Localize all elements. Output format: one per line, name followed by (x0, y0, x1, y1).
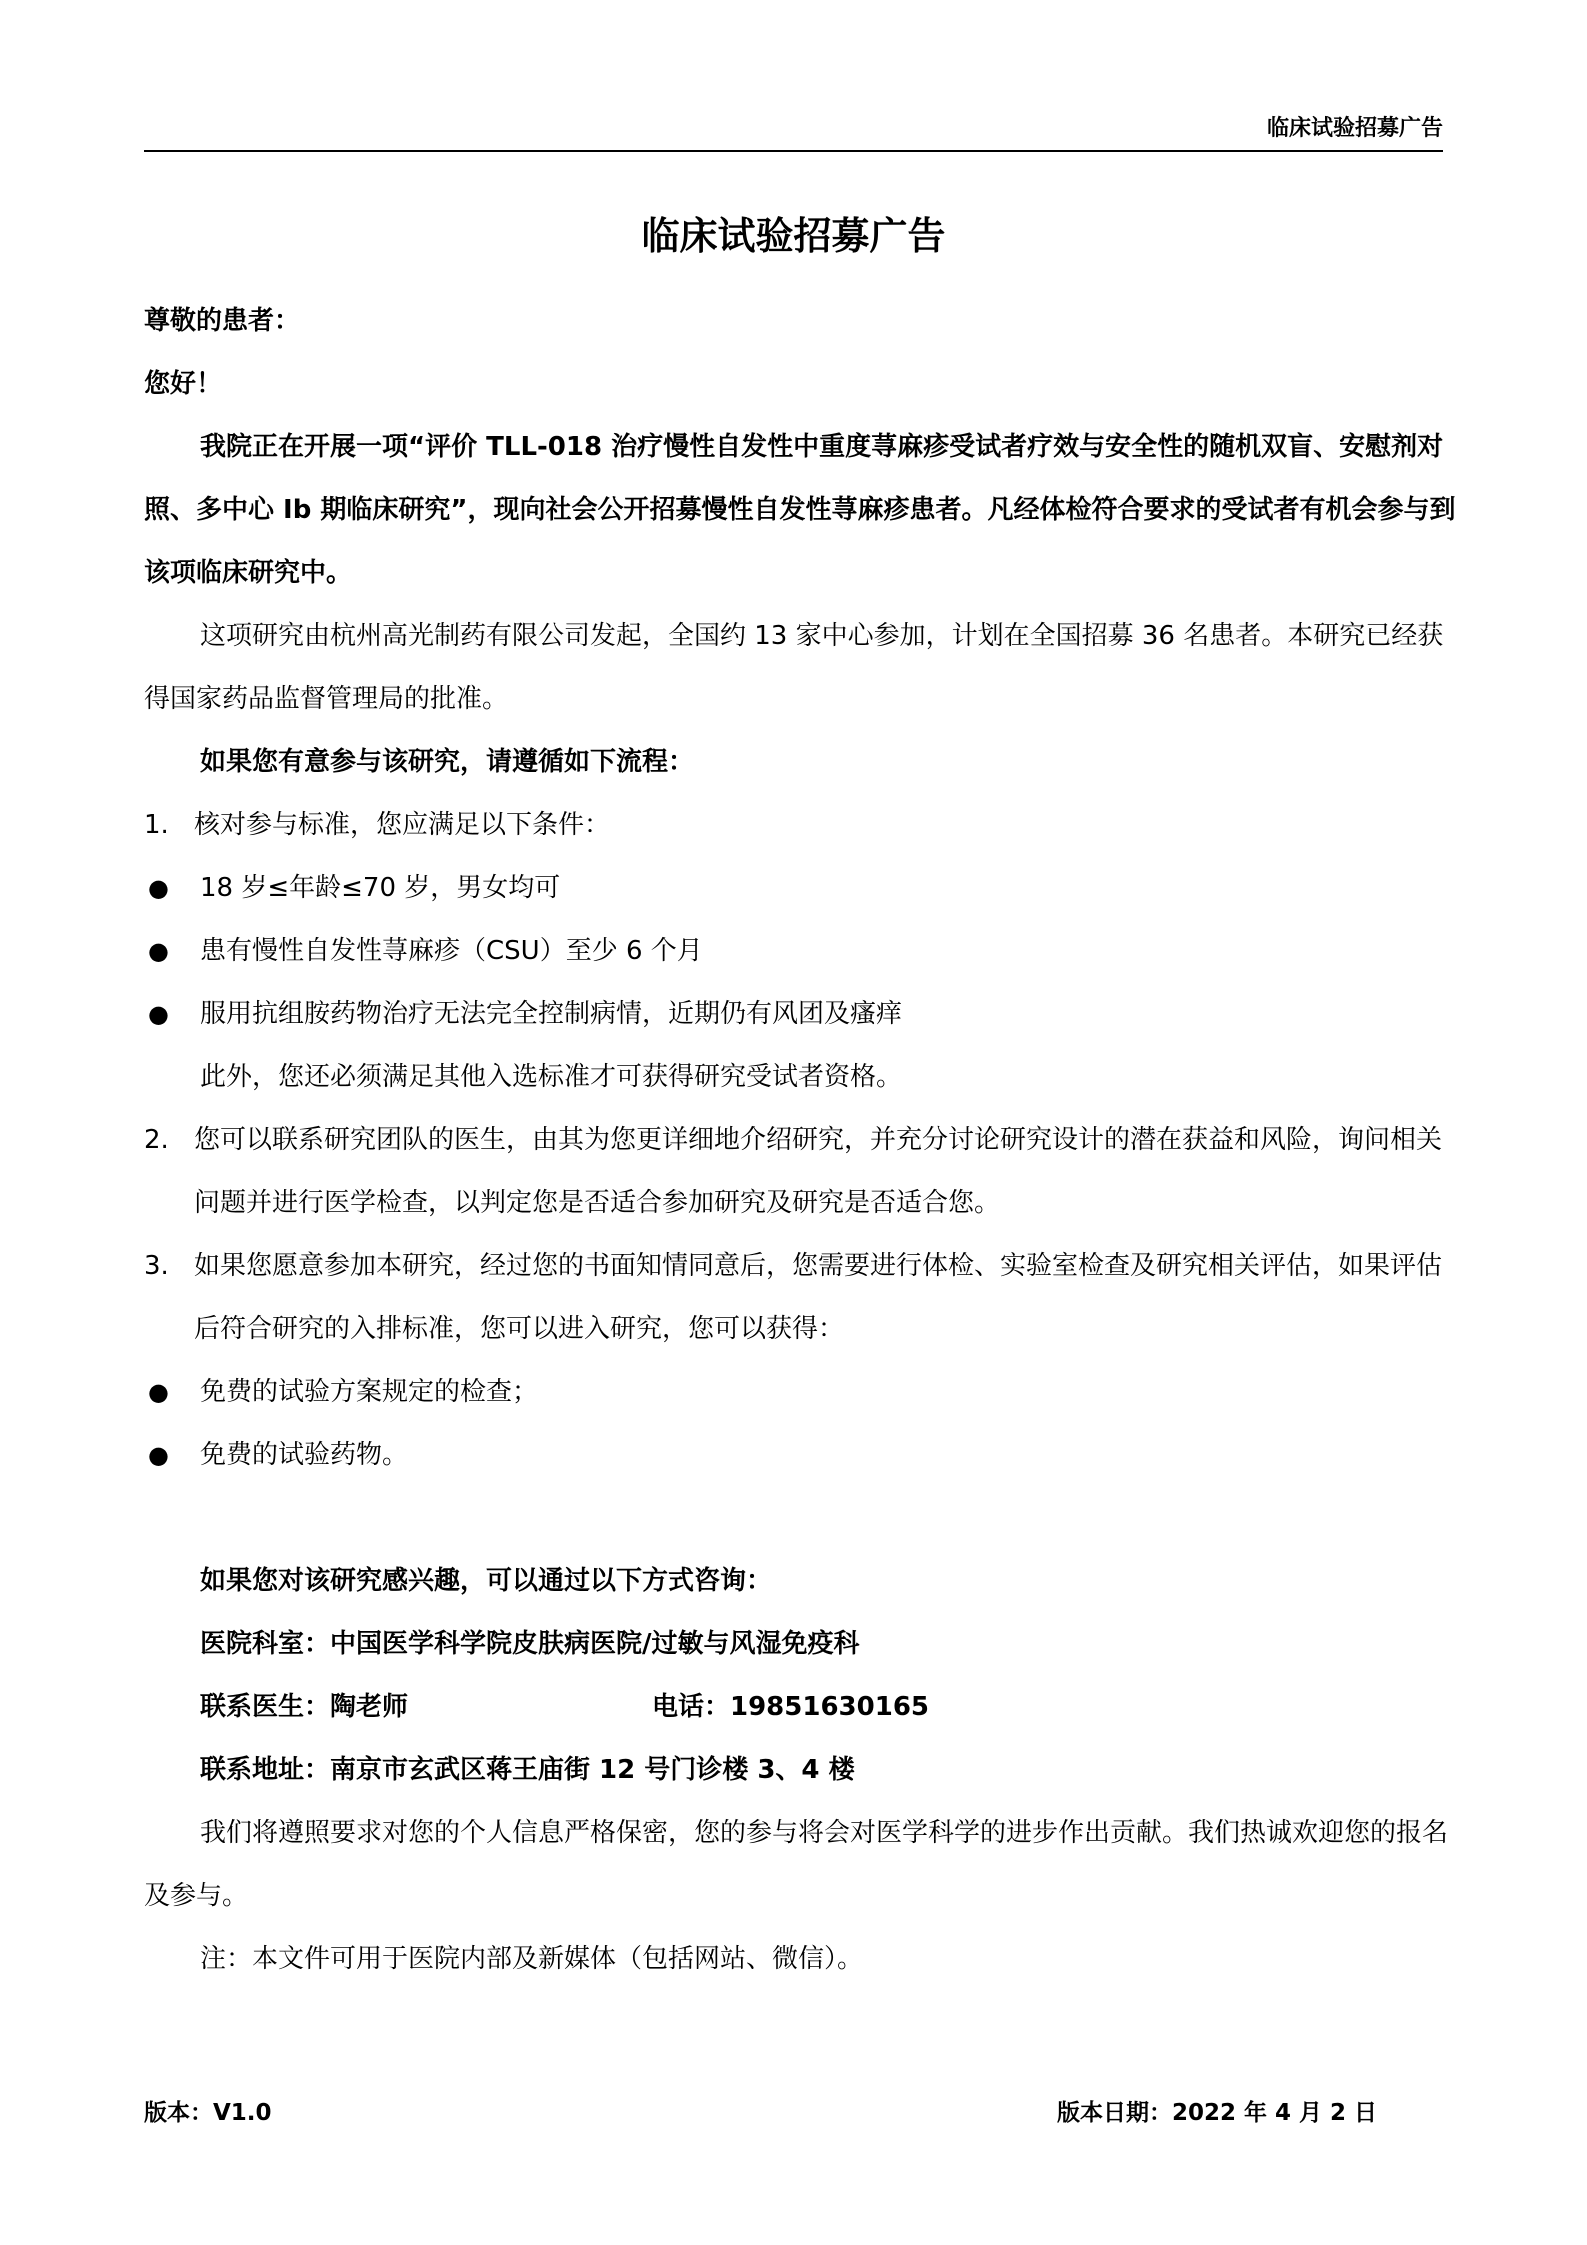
step-text: 您可以联系研究团队的医生，由其为您更详细地介绍研究，并充分讨论研究设计的潜在获益和风险，询问相关问题并进行医学检查，以判定您是否适合参加研究及研究是否适合您。 (194, 1125, 1443, 1218)
benefit-item (144, 1361, 1459, 1424)
footer-date: 版本日期：2022 年 4 月 2 日 (1056, 2100, 1377, 2126)
criteria-text: 服用抗组胺药物治疗无法完全控制病情，近期仍有风团及瘙痒 (200, 999, 903, 1029)
contact-section (144, 1550, 1459, 1802)
bullet-icon: ● (148, 1378, 169, 1406)
running-header-title: 临床试验招募广告 (1266, 116, 1443, 141)
bullet-icon: ● (148, 1000, 169, 1028)
step-3 (144, 1235, 1459, 1361)
intro-paragraph: 我院正在开展一项“评价 TLL-018 治疗慢性自发性中重度荨麻疹受试者疗效与安全性的随机双盲、安慰剂对照、多中心 Ib 期临床研究”，现向社会公开招募慢性自发性荨麻疹患者。凡经体检符合要求的受试者有机会参与到该项临床研究中。 (144, 432, 1456, 588)
contact-doctor-row (200, 1676, 1459, 1739)
contact-doctor: 联系医生：陶老师 (200, 1692, 409, 1722)
criteria-item (144, 983, 1459, 1046)
bullet-icon: ● (148, 874, 169, 902)
contact-heading: 如果您对该研究感兴趣，可以通过以下方式咨询： (200, 1566, 773, 1596)
contact-phone: 电话：19851630165 (652, 1692, 929, 1722)
benefit-text: 免费的试验药物。 (200, 1440, 409, 1470)
greeting-line: 您好！ (144, 369, 223, 399)
note-paragraph: 注：本文件可用于医院内部及新媒体（包括网站、微信）。 (200, 1944, 864, 1974)
salutation: 尊敬的患者： (144, 306, 301, 336)
step-number: 3. (144, 1251, 169, 1281)
bullet-icon: ● (148, 937, 169, 965)
step-1 (144, 794, 1459, 857)
step-text: 如果您愿意参加本研究，经过您的书面知情同意后，您需要进行体检、实验室检查及研究相关评估，如果评估后符合研究的入排标准，您可以进入研究，您可以获得： (194, 1251, 1443, 1344)
criteria-note: 此外，您还必须满足其他入选标准才可获得研究受试者资格。 (200, 1062, 903, 1092)
contact-department: 医院科室：中国医学科学院皮肤病医院/过敏与风湿免疫科 (200, 1629, 860, 1659)
footer-version: 版本：V1.0 (144, 2100, 272, 2126)
step-number: 2. (144, 1125, 169, 1155)
process-heading: 如果您有意参与该研究，请遵循如下流程： (200, 747, 695, 777)
document-body (144, 290, 1459, 1991)
criteria-item (144, 920, 1459, 983)
document-title: 临床试验招募广告 (641, 214, 946, 258)
contact-address: 联系地址：南京市玄武区蒋王庙街 12 号门诊楼 3、4 楼 (200, 1755, 855, 1785)
criteria-text: 18 岁≤年龄≤70 岁，男女均可 (200, 873, 561, 903)
privacy-paragraph: 我们将遵照要求对您的个人信息严格保密，您的参与将会对医学科学的进步作出贡献。我们热诚欢迎您的报名及参与。 (144, 1818, 1449, 1911)
sponsor-paragraph: 这项研究由杭州高光制药有限公司发起，全国约 13 家中心参加，计划在全国招募 36 名患者。本研究已经获得国家药品监督管理局的批准。 (144, 621, 1444, 714)
criteria-item (144, 857, 1459, 920)
running-header (144, 112, 1443, 152)
step-2 (144, 1109, 1459, 1235)
blank-line (144, 1487, 1459, 1550)
benefit-item (144, 1424, 1459, 1487)
step-text: 核对参与标准，您应满足以下条件： (194, 810, 611, 840)
benefit-text: 免费的试验方案规定的检查； (200, 1377, 539, 1407)
step-number: 1. (144, 810, 169, 840)
criteria-text: 患有慢性自发性荨麻疹（CSU）至少 6 个月 (200, 936, 703, 966)
bullet-icon: ● (148, 1441, 169, 1469)
